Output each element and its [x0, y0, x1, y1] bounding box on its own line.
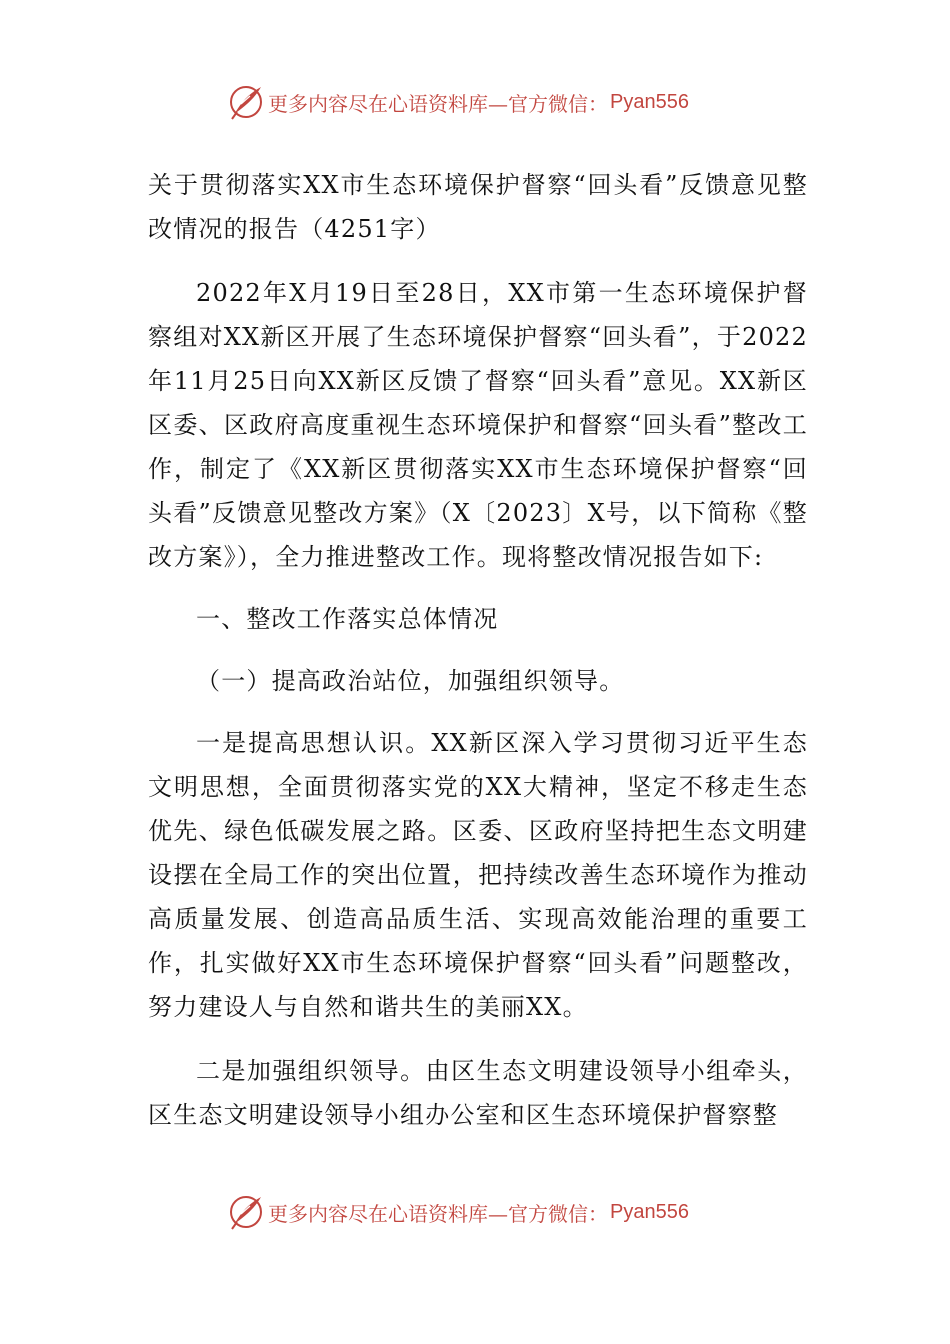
banner-text: 更多内容尽在心语资料库—官方微信：	[268, 1201, 608, 1226]
header-watermark-banner	[226, 82, 746, 122]
banner-wechat-id: Pyan556	[610, 1200, 689, 1223]
banner-wechat-id: Pyan556	[610, 90, 689, 113]
quill-logo-icon	[226, 1192, 266, 1232]
section-heading: 一、整改工作落实总体情况	[196, 605, 499, 633]
intro-paragraph: 2022年X月19日至28日，XX市第一生态环境保护督察组对XX新区开展了生态环境保护督察“回头看”，于2022年11月25日向XX新区反馈了督察“回头看”意见。XX新区区委、区政府高度重视生态环境保护和督察“回头看”整改工作，制定了《XX新区贯彻落实XX市生态环境保护督察“回头看”反馈意见整改方案》（X〔2023〕X号，以下简称《整改方案》），全力推进整改工作。现将整改情况报告如下:	[148, 279, 808, 571]
document-title: 关于贯彻落实XX市生态环境保护督察“回头看”反馈意见整改情况的报告（4251字）	[148, 171, 808, 243]
quill-logo-icon	[226, 82, 266, 122]
footer-watermark-banner	[226, 1192, 746, 1232]
document-body	[148, 163, 808, 1137]
body-paragraph-1: 一是提高思想认识。XX新区深入学习贯彻习近平生态文明思想，全面贯彻落实党的XX大精神，坚定不移走生态优先、绿色低碳发展之路。区委、区政府坚持把生态文明建设摆在全局工作的突出位置，把持续改善生态环境作为推动高质量发展、创造高品质生活、实现高效能治理的重要工作，扎实做好XX市生态环境保护督察“回头看”问题整改，努力建设人与自然和谐共生的美丽XX。	[148, 729, 808, 1021]
subsection-heading: （一）提高政治站位，加强组织领导。	[196, 667, 625, 695]
banner-text: 更多内容尽在心语资料库—官方微信：	[268, 91, 608, 116]
body-paragraph-2: 二是加强组织领导。由区生态文明建设领导小组牵头，区生态文明建设领导小组办公室和区生态环境保护督察整	[148, 1057, 808, 1129]
